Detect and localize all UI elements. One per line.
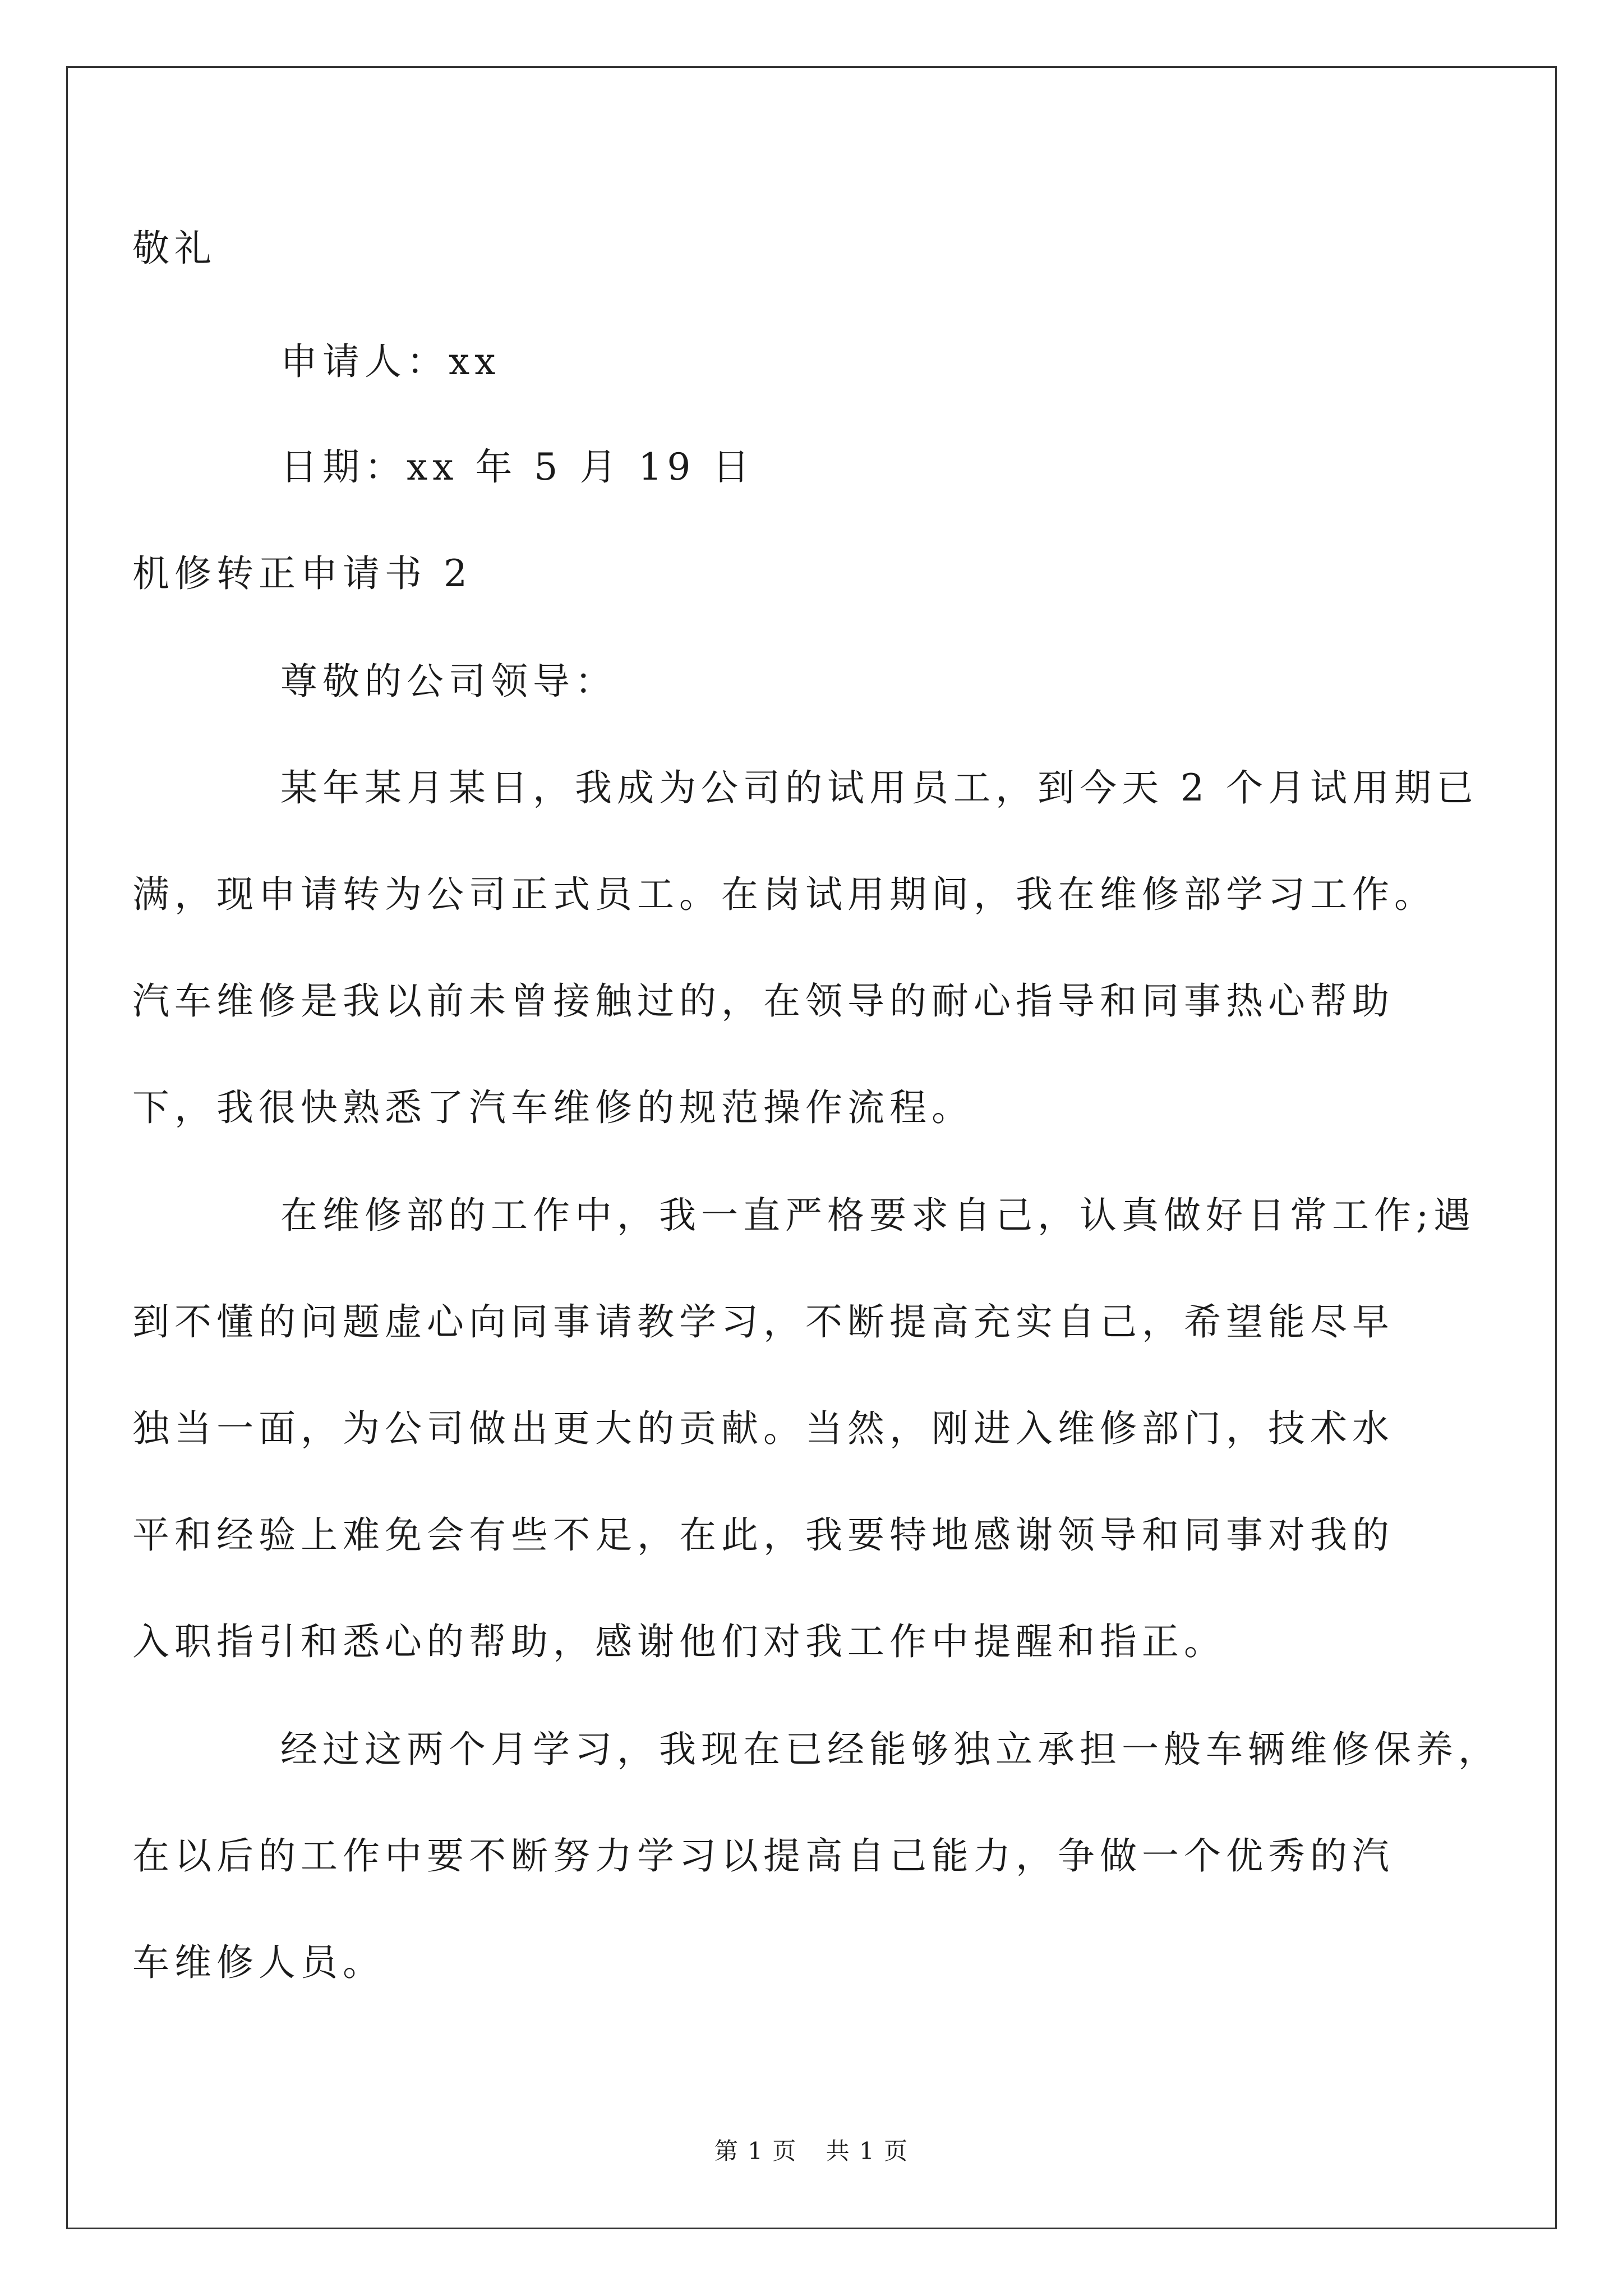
body-line: 入职指引和悉心的帮助，感谢他们对我工作中提醒和指正。 xyxy=(132,1620,1226,1663)
body-line: 车维修人员。 xyxy=(132,1941,385,1984)
applicant-line: 申请人：xx xyxy=(280,340,501,383)
page-footer xyxy=(0,2133,1623,2166)
body-line: 下，我很快熟悉了汽车维修的规范操作流程。 xyxy=(132,1086,974,1129)
body-line: 经过这两个月学习，我现在已经能够独立承担一般车辆维修保养， xyxy=(280,1728,1500,1771)
body-line: 某年某月某日，我成为公司的试用员工，到今天 2 个月试用期已 xyxy=(280,766,1478,809)
document-title: 机修转正申请书 2 xyxy=(132,552,472,595)
body-line: 在维修部的工作中，我一直严格要求自己，认真做好日常工作;遇 xyxy=(280,1194,1476,1237)
body-line: 到不懂的问题虚心向同事请教学习，不断提高充实自己，希望能尽早 xyxy=(132,1300,1394,1343)
salutation: 尊敬的公司领导： xyxy=(280,660,617,703)
page-total: 共 1 页 xyxy=(826,2137,909,2165)
date-line: 日期：xx 年 5 月 19 日 xyxy=(280,445,755,489)
page-number: 第 1 页 xyxy=(714,2137,797,2165)
closing-text: 敬礼 xyxy=(132,227,216,270)
body-line: 汽车维修是我以前未曾接触过的，在领导的耐心指导和同事热心帮助 xyxy=(132,979,1394,1023)
body-line: 满，现申请转为公司正式员工。在岗试用期间，我在维修部学习工作。 xyxy=(132,873,1436,916)
page-border xyxy=(66,66,1557,2229)
body-line: 在以后的工作中要不断努力学习以提高自己能力，争做一个优秀的汽 xyxy=(132,1834,1394,1878)
body-line: 平和经验上难免会有些不足，在此，我要特地感谢领导和同事对我的 xyxy=(132,1513,1394,1557)
body-line: 独当一面，为公司做出更大的贡献。当然，刚进入维修部门，技术水 xyxy=(132,1407,1394,1450)
